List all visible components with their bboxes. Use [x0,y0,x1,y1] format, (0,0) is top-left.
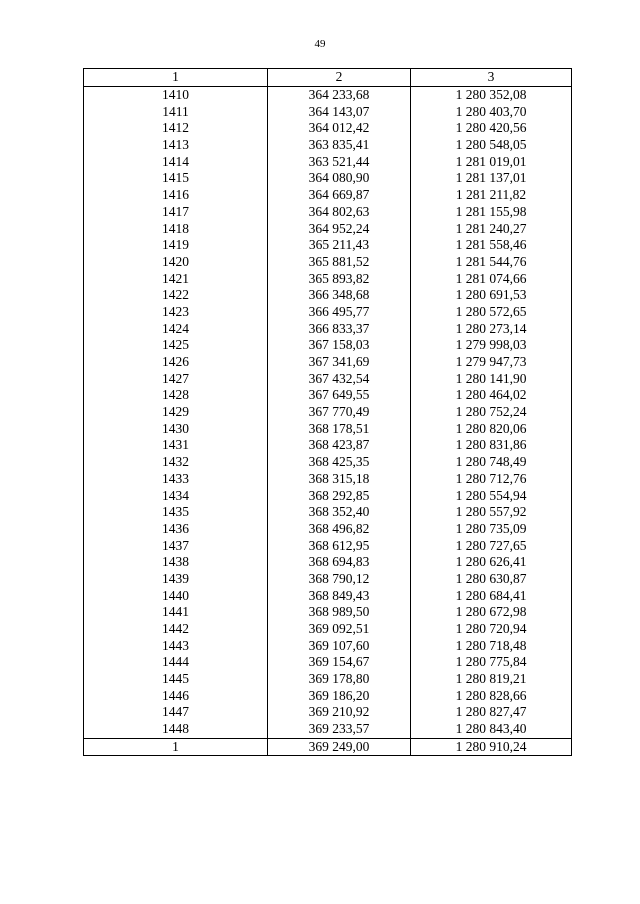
cell-point-number: 1419 [84,237,268,254]
cell-x-coordinate: 368 292,85 [268,487,411,504]
cell-y-coordinate: 1 280 831,86 [411,437,572,454]
cell-point-number: 1414 [84,153,268,170]
cell-y-coordinate: 1 280 748,49 [411,454,572,471]
cell-x-coordinate: 364 143,07 [268,103,411,120]
cell-y-coordinate: 1 280 827,47 [411,704,572,721]
table-row [84,420,572,437]
cell-x-coordinate: 367 158,03 [268,337,411,354]
cell-x-coordinate: 365 893,82 [268,270,411,287]
cell-point-number: 1422 [84,287,268,304]
cell-point-number: 1434 [84,487,268,504]
cell-x-coordinate: 369 210,92 [268,704,411,721]
cell-x-coordinate: 369 233,57 [268,721,411,738]
cell-x-coordinate: 368 496,82 [268,521,411,538]
cell-x-coordinate: 364 952,24 [268,220,411,237]
cell-x-coordinate: 368 694,83 [268,554,411,571]
table-row [84,120,572,137]
table-row [84,153,572,170]
cell-x-coordinate: 366 495,77 [268,304,411,321]
header-row [84,69,572,87]
cell-x-coordinate: 365 211,43 [268,237,411,254]
table-row [84,487,572,504]
cell-point-number: 1446 [84,687,268,704]
cell-y-coordinate: 1 280 630,87 [411,571,572,588]
table-row [84,738,572,756]
cell-x-coordinate: 365 881,52 [268,254,411,271]
cell-point-number: 1416 [84,187,268,204]
cell-point-number: 1428 [84,387,268,404]
table-row [84,471,572,488]
cell-point-number: 1427 [84,370,268,387]
cell-y-coordinate: 1 280 828,66 [411,687,572,704]
cell-x-coordinate: 363 835,41 [268,137,411,154]
cell-x-coordinate: 364 233,68 [268,86,411,103]
cell-point-number: 1435 [84,504,268,521]
cell-x-coordinate: 364 080,90 [268,170,411,187]
cell-point-number: 1420 [84,254,268,271]
cell-y-coordinate: 1 281 137,01 [411,170,572,187]
cell-point-number: 1438 [84,554,268,571]
cell-y-coordinate: 1 280 403,70 [411,103,572,120]
cell-y-coordinate: 1 280 464,02 [411,387,572,404]
table-row [84,587,572,604]
cell-point-number: 1410 [84,86,268,103]
cell-x-coordinate: 368 423,87 [268,437,411,454]
table-row [84,437,572,454]
cell-point-number: 1432 [84,454,268,471]
cell-x-coordinate: 368 315,18 [268,471,411,488]
cell-y-coordinate: 1 280 718,48 [411,637,572,654]
table-row [84,554,572,571]
cell-y-coordinate: 1 280 420,56 [411,120,572,137]
cell-y-coordinate: 1 280 273,14 [411,320,572,337]
table-row [84,287,572,304]
cell-x-coordinate: 368 790,12 [268,571,411,588]
cell-x-coordinate: 368 425,35 [268,454,411,471]
table-row [84,637,572,654]
cell-point-number: 1423 [84,304,268,321]
cell-point-number: 1413 [84,137,268,154]
cell-x-coordinate: 368 178,51 [268,420,411,437]
table-row [84,721,572,738]
cell-y-coordinate: 1 280 775,84 [411,654,572,671]
cell-point-number: 1447 [84,704,268,721]
cell-y-coordinate: 1 280 712,76 [411,471,572,488]
cell-point-number: 1421 [84,270,268,287]
table-row [84,671,572,688]
cell-point-number: 1437 [84,537,268,554]
table-row [84,604,572,621]
table-row [84,204,572,221]
table-row [84,354,572,371]
table-body [84,86,572,756]
cell-point-number: 1431 [84,437,268,454]
cell-y-coordinate: 1 281 019,01 [411,153,572,170]
cell-y-coordinate: 1 280 819,21 [411,671,572,688]
cell-y-coordinate: 1 281 558,46 [411,237,572,254]
cell-y-coordinate: 1 280 684,41 [411,587,572,604]
column-header-point-number: 1 [84,69,268,87]
table-row [84,254,572,271]
cell-point-number: 1433 [84,471,268,488]
cell-y-coordinate: 1 280 352,08 [411,86,572,103]
cell-x-coordinate: 367 341,69 [268,354,411,371]
cell-point-number: 1439 [84,571,268,588]
cell-point-number: 1444 [84,654,268,671]
table-row [84,687,572,704]
table-row [84,320,572,337]
cell-y-coordinate: 1 280 141,90 [411,370,572,387]
cell-y-coordinate: 1 281 155,98 [411,204,572,221]
table-row [84,86,572,103]
cell-y-coordinate: 1 280 672,98 [411,604,572,621]
cell-y-coordinate: 1 280 557,92 [411,504,572,521]
table-row [84,220,572,237]
cell-x-coordinate: 367 649,55 [268,387,411,404]
cell-point-number: 1412 [84,120,268,137]
table-row [84,270,572,287]
cell-y-coordinate: 1 279 947,73 [411,354,572,371]
column-header-y: 3 [411,69,572,87]
cell-x-coordinate: 369 092,51 [268,621,411,638]
cell-point-number: 1445 [84,671,268,688]
cell-y-coordinate: 1 280 735,09 [411,521,572,538]
table-row [84,521,572,538]
cell-point-number: 1424 [84,320,268,337]
cell-point-number: 1417 [84,204,268,221]
cell-y-coordinate: 1 280 843,40 [411,721,572,738]
cell-point-number: 1443 [84,637,268,654]
cell-x-coordinate: 369 186,20 [268,687,411,704]
cell-y-coordinate: 1 281 074,66 [411,270,572,287]
cell-x-coordinate: 369 178,80 [268,671,411,688]
cell-x-coordinate: 368 352,40 [268,504,411,521]
cell-x-coordinate: 368 849,43 [268,587,411,604]
table-row [84,103,572,120]
page-number: 49 [314,38,326,50]
cell-point-number: 1440 [84,587,268,604]
table-row [84,404,572,421]
cell-y-coordinate: 1 281 544,76 [411,254,572,271]
cell-y-coordinate: 1 280 910,24 [411,738,572,756]
table-row [84,370,572,387]
cell-y-coordinate: 1 280 626,41 [411,554,572,571]
cell-x-coordinate: 366 833,37 [268,320,411,337]
table-row [84,237,572,254]
cell-x-coordinate: 364 669,87 [268,187,411,204]
cell-point-number: 1418 [84,220,268,237]
cell-x-coordinate: 369 249,00 [268,738,411,756]
cell-y-coordinate: 1 280 720,94 [411,621,572,638]
table-row [84,654,572,671]
table-row [84,170,572,187]
table-row [84,137,572,154]
table-row [84,304,572,321]
cell-x-coordinate: 363 521,44 [268,153,411,170]
cell-y-coordinate: 1 280 820,06 [411,420,572,437]
cell-point-number: 1430 [84,420,268,437]
table-row [84,504,572,521]
cell-y-coordinate: 1 280 572,65 [411,304,572,321]
table-row [84,537,572,554]
cell-x-coordinate: 364 802,63 [268,204,411,221]
cell-x-coordinate: 369 154,67 [268,654,411,671]
cell-point-number: 1448 [84,721,268,738]
cell-x-coordinate: 369 107,60 [268,637,411,654]
table-row [84,387,572,404]
cell-point-number: 1425 [84,337,268,354]
table-row [84,454,572,471]
cell-point-number: 1441 [84,604,268,621]
cell-y-coordinate: 1 280 727,65 [411,537,572,554]
cell-y-coordinate: 1 280 554,94 [411,487,572,504]
cell-point-number: 1436 [84,521,268,538]
cell-x-coordinate: 366 348,68 [268,287,411,304]
table-row [84,187,572,204]
cell-y-coordinate: 1 280 548,05 [411,137,572,154]
column-header-x: 2 [268,69,411,87]
cell-x-coordinate: 367 432,54 [268,370,411,387]
cell-point-number: 1415 [84,170,268,187]
cell-x-coordinate: 368 989,50 [268,604,411,621]
coordinates-table [83,68,572,756]
table-row [84,337,572,354]
cell-y-coordinate: 1 280 691,53 [411,287,572,304]
cell-y-coordinate: 1 281 240,27 [411,220,572,237]
cell-y-coordinate: 1 280 752,24 [411,404,572,421]
cell-x-coordinate: 367 770,49 [268,404,411,421]
cell-x-coordinate: 368 612,95 [268,537,411,554]
table-row [84,571,572,588]
cell-point-number: 1411 [84,103,268,120]
cell-y-coordinate: 1 281 211,82 [411,187,572,204]
cell-point-number: 1442 [84,621,268,638]
cell-y-coordinate: 1 279 998,03 [411,337,572,354]
cell-point-number: 1 [84,738,268,756]
table-header [84,69,572,87]
cell-point-number: 1429 [84,404,268,421]
table-row [84,704,572,721]
cell-x-coordinate: 364 012,42 [268,120,411,137]
table-row [84,621,572,638]
cell-point-number: 1426 [84,354,268,371]
